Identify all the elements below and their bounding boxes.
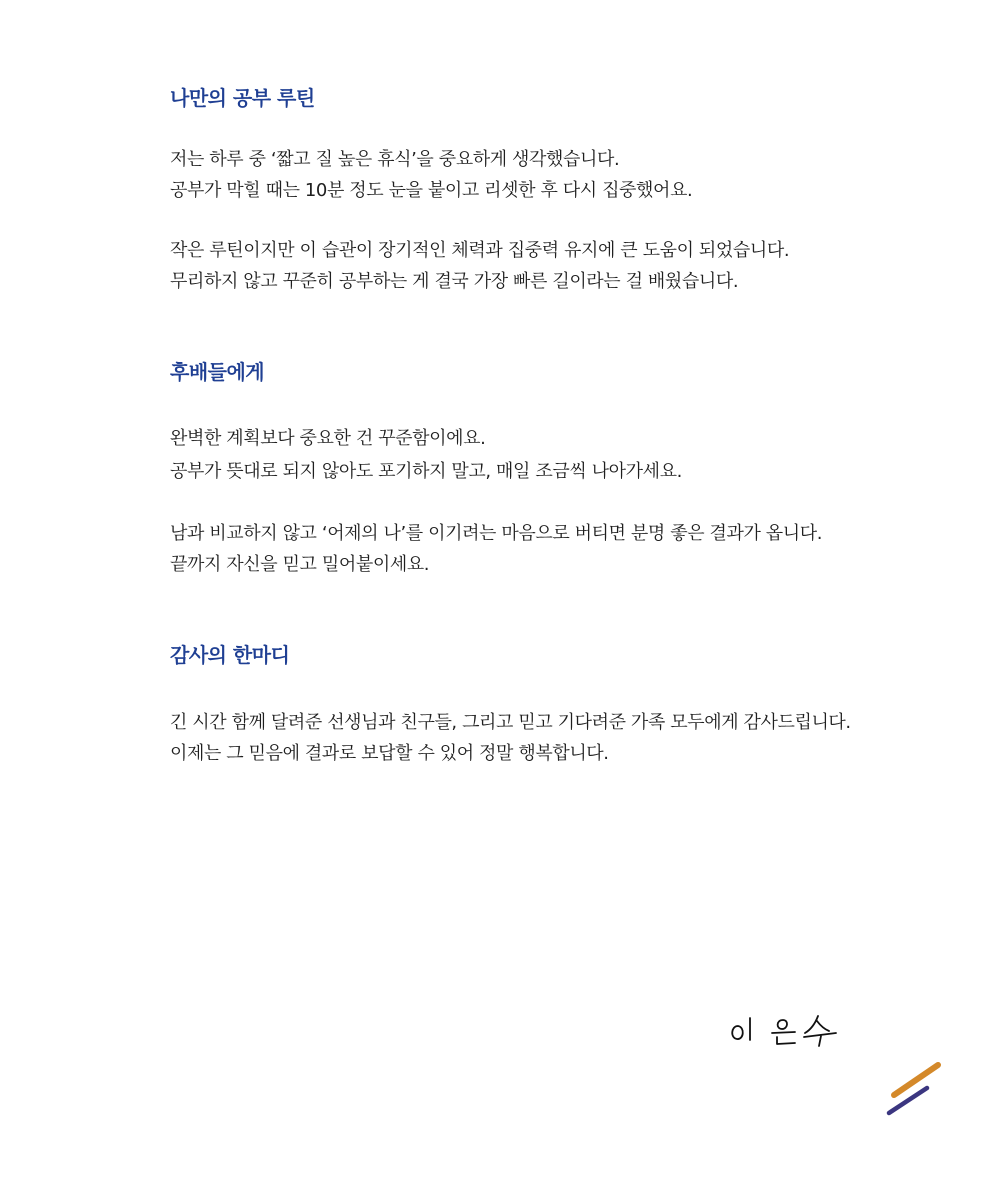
- text-line: 공부가 막힐 때는 10분 정도 눈을 붙이고 리셋한 후 다시 집중했어요.: [170, 180, 693, 201]
- section-title-thanks: 감사의 한마디: [170, 643, 290, 667]
- section-title-study-routine: 나만의 공부 루틴: [170, 86, 315, 110]
- text-line: 저는 하루 중 ‘짧고 질 높은 휴식’을 중요하게 생각했습니다.: [170, 149, 620, 170]
- paragraph: [170, 144, 692, 206]
- text-line: 무리하지 않고 꾸준히 공부하는 게 결국 가장 빠른 길이라는 걸 배웠습니다.: [170, 271, 739, 292]
- paragraph: [170, 707, 851, 769]
- section-title-to-juniors: 후배들에게: [170, 360, 265, 384]
- text-line: 이제는 그 믿음에 결과로 보답할 수 있어 정말 행복합니다.: [170, 743, 609, 764]
- paragraph: [170, 423, 682, 487]
- paragraph: [170, 235, 789, 297]
- text-line: 끝까지 자신을 믿고 밀어붙이세요.: [170, 554, 430, 575]
- text-line: 작은 루틴이지만 이 습관이 장기적인 체력과 집중력 유지에 큰 도움이 되었습니다.: [170, 240, 790, 261]
- double-slash-decoration-icon: [880, 1055, 950, 1125]
- text-line: 남과 비교하지 않고 ‘어제의 나’를 이기려는 마음으로 버티면 분명 좋은 결과가 옵니다.: [170, 523, 823, 544]
- text-line: 긴 시간 함께 달려준 선생님과 친구들, 그리고 믿고 기다려준 가족 모두에게 감사드립니다.: [170, 712, 851, 733]
- paragraph: [170, 518, 822, 580]
- text-line: 공부가 뜻대로 되지 않아도 포기하지 말고, 매일 조금씩 나아가세요.: [170, 461, 682, 482]
- handwritten-signature-icon: [725, 1008, 855, 1058]
- text-line: 완벽한 계획보다 중요한 건 꾸준함이에요.: [170, 428, 486, 449]
